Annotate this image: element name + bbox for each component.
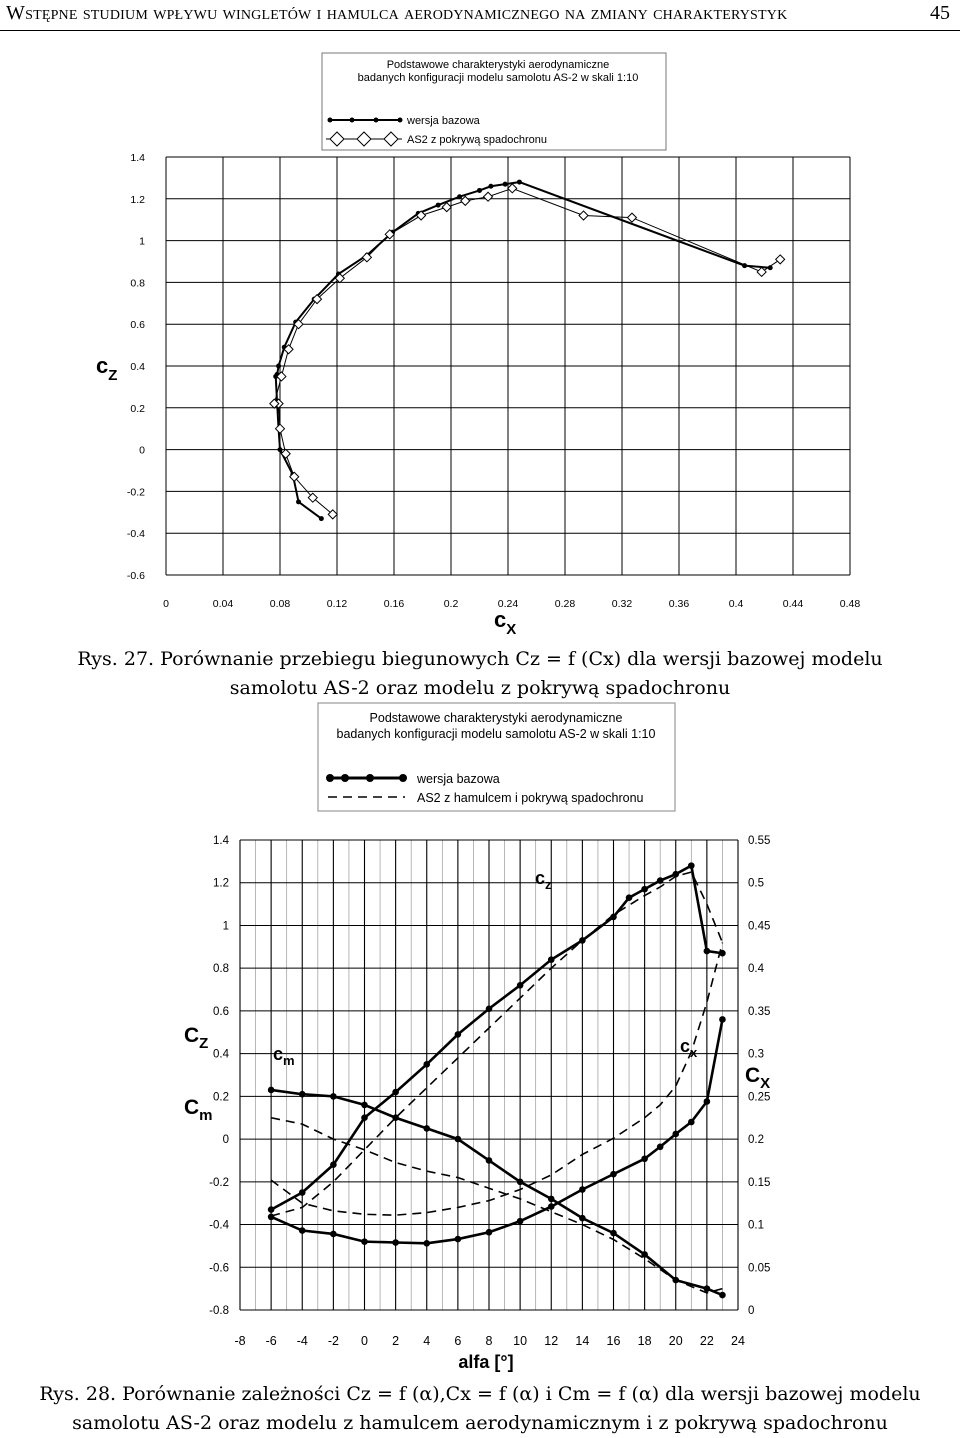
data-point xyxy=(330,1161,337,1168)
data-point xyxy=(299,1189,306,1196)
data-point xyxy=(296,499,301,504)
x-tick-label: 0.12 xyxy=(326,598,348,610)
y-right-tick-label: 0.4 xyxy=(748,963,764,976)
data-point xyxy=(719,1292,726,1299)
y-left-tick-label: 0.4 xyxy=(213,1048,229,1061)
y-left-tick-label: 1 xyxy=(222,920,229,933)
chart-title-line-1: Podstawowe charakterystyki aerodynamiczne xyxy=(386,59,610,71)
data-point xyxy=(641,886,648,893)
data-point xyxy=(299,1091,306,1098)
y-right-tick-label: 0.3 xyxy=(748,1048,764,1061)
data-point xyxy=(361,1102,368,1109)
legend-marker xyxy=(366,774,374,782)
data-point xyxy=(423,1240,430,1247)
legend-marker xyxy=(328,118,333,123)
y-left-tick-label: -0.2 xyxy=(209,1176,229,1189)
data-point xyxy=(455,1031,462,1038)
series-line-solid xyxy=(271,866,722,1210)
running-title: Wstępne studium wpływu wingletów i hamulca aerodynamicznego na zmiany charakterystyk xyxy=(6,2,788,24)
y-left-tick-label: 0.6 xyxy=(213,1005,229,1018)
data-point xyxy=(392,1089,399,1096)
figure-27-caption xyxy=(0,645,960,703)
curve-label-cz: $c_z$ xyxy=(535,868,552,892)
data-point xyxy=(461,196,470,205)
x-tick-label: 0.4 xyxy=(728,598,744,610)
series-line-solid xyxy=(271,1019,722,1243)
data-point xyxy=(503,182,508,187)
series-group xyxy=(270,180,785,521)
series-group xyxy=(268,862,726,1298)
caption-line-1: Rys. 27. Porównanie przebiegu biegunowych Cz = f (Cx) dla wersji bazowej modelu xyxy=(77,648,883,670)
x-tick-label: 12 xyxy=(544,1334,559,1348)
y-tick-label: -0.2 xyxy=(126,486,145,499)
series-line-solid xyxy=(271,1090,722,1295)
y-axis-label: $c_Z$ xyxy=(96,353,118,384)
x-tick-label: 18 xyxy=(637,1334,652,1348)
data-point xyxy=(484,192,493,201)
legend-marker xyxy=(350,118,355,123)
y-tick-label: -0.6 xyxy=(126,570,145,582)
data-point xyxy=(486,1157,493,1164)
y-left-tick-label: 1.4 xyxy=(213,835,229,847)
data-point xyxy=(276,364,281,369)
data-point xyxy=(361,1114,368,1121)
data-point xyxy=(392,1239,399,1246)
legend-label: wersja bazowa xyxy=(407,115,480,127)
data-point xyxy=(579,211,588,220)
data-point xyxy=(657,877,664,884)
x-tick-label: 2 xyxy=(392,1334,400,1348)
y-right-tick-label: 0.5 xyxy=(748,877,764,890)
data-point xyxy=(688,862,695,869)
y-tick-label: 1.4 xyxy=(130,152,145,164)
x-tick-label: 0.28 xyxy=(554,598,576,610)
y-right-tick-label: 0.25 xyxy=(748,1091,771,1104)
data-point xyxy=(299,1227,306,1234)
axes xyxy=(96,152,860,638)
figure-27-polar-chart xyxy=(0,40,960,640)
x-axis-label: alfa [°] xyxy=(458,1352,514,1372)
y-tick-label: 1.2 xyxy=(130,193,145,206)
data-point xyxy=(508,184,517,193)
data-point xyxy=(704,1098,711,1105)
y-left-tick-label: 1.2 xyxy=(213,877,229,890)
legend-marker xyxy=(399,774,407,782)
series-line-dashed xyxy=(271,943,722,1216)
chart-title-line-1: Podstawowe charakterystyki aerodynamiczne xyxy=(369,711,623,725)
x-tick-label: 20 xyxy=(668,1334,683,1348)
data-point xyxy=(627,213,636,222)
data-point xyxy=(276,424,285,433)
x-tick-label: 0.08 xyxy=(269,598,291,610)
y-right-tick-label: 0 xyxy=(748,1305,755,1317)
data-point xyxy=(517,1179,524,1186)
y-right-tick-label: 0.35 xyxy=(748,1005,771,1018)
data-point xyxy=(719,1016,726,1023)
data-point xyxy=(319,516,324,521)
legend xyxy=(318,703,675,811)
x-tick-label: 24 xyxy=(731,1334,745,1348)
page-header xyxy=(0,0,960,31)
y-tick-label: 1 xyxy=(139,235,145,248)
data-point xyxy=(268,1214,275,1221)
data-point xyxy=(455,1236,462,1243)
y-right-tick-label: 0.55 xyxy=(748,835,771,847)
y-right-tick-label: 0.45 xyxy=(748,920,771,933)
x-tick-label: 22 xyxy=(699,1334,714,1348)
data-point xyxy=(281,449,290,458)
x-tick-label: -2 xyxy=(327,1334,339,1348)
series-line-dashed xyxy=(271,1118,722,1293)
x-tick-label: 4 xyxy=(423,1334,431,1348)
data-point xyxy=(361,1238,368,1245)
y-right-axis-label: $C_X$ xyxy=(745,1064,771,1092)
data-point xyxy=(704,948,711,955)
y-left-tick-label: -0.4 xyxy=(209,1219,229,1232)
y-right-tick-label: 0.2 xyxy=(748,1134,764,1147)
data-point xyxy=(657,1143,664,1150)
data-point xyxy=(704,1285,711,1292)
data-point xyxy=(757,267,766,276)
data-point xyxy=(517,1218,524,1225)
legend-marker xyxy=(341,774,349,782)
x-tick-label: 16 xyxy=(606,1334,621,1348)
data-point xyxy=(672,1131,679,1138)
y-left-tick-label: -0.6 xyxy=(209,1262,229,1275)
y-tick-label: 0.8 xyxy=(130,277,145,290)
caption-line-2: samolotu AS-2 oraz modelu z pokrywą spadochronu xyxy=(229,677,731,699)
x-tick-label: 6 xyxy=(454,1334,462,1348)
legend-marker xyxy=(374,118,379,123)
data-point xyxy=(477,188,482,193)
y-left-tick-label: 0.8 xyxy=(213,963,229,976)
y-tick-label: -0.4 xyxy=(126,528,145,541)
series-line xyxy=(276,182,770,518)
data-point xyxy=(579,1186,586,1193)
data-point xyxy=(548,1203,555,1210)
x-tick-label: 0.16 xyxy=(383,598,405,610)
y-right-tick-label: 0.05 xyxy=(748,1262,771,1275)
data-point xyxy=(488,184,493,189)
data-point xyxy=(641,1155,648,1162)
y-left-tick-label: -0.8 xyxy=(209,1305,229,1317)
x-tick-label: 0 xyxy=(361,1334,368,1348)
y-tick-label: 0 xyxy=(139,444,145,457)
data-point xyxy=(776,255,785,264)
data-point xyxy=(330,1231,337,1238)
data-point xyxy=(278,447,283,452)
data-point xyxy=(330,1093,337,1100)
y-tick-label: 0.4 xyxy=(130,361,145,373)
x-tick-label: -6 xyxy=(265,1334,277,1348)
legend-label: AS2 z pokrywą spadochronu xyxy=(407,134,548,146)
data-point xyxy=(486,1229,493,1236)
data-point xyxy=(548,956,555,963)
x-tick-label: -8 xyxy=(234,1334,246,1348)
data-point xyxy=(457,194,462,199)
x-tick-label: 8 xyxy=(485,1334,493,1348)
data-point xyxy=(548,1196,555,1203)
x-tick-label: -4 xyxy=(296,1334,308,1348)
data-point xyxy=(436,203,441,208)
x-tick-label: 0.44 xyxy=(782,598,804,610)
caption-line-2: samolotu AS-2 oraz modelu z hamulcem aerodynamicznym i z pokrywą spadochronu xyxy=(72,1412,888,1434)
x-tick-label: 0.36 xyxy=(668,598,690,610)
figure-28-alpha-chart xyxy=(0,700,960,1380)
y-tick-label: 0.2 xyxy=(130,402,145,415)
data-point xyxy=(610,1171,617,1178)
curve-label-cm: $c_m$ xyxy=(273,1044,295,1068)
legend-marker xyxy=(398,118,403,123)
y-right-tick-label: 0.1 xyxy=(748,1219,764,1232)
x-tick-label: 14 xyxy=(575,1334,590,1348)
chart-title-line-2: badanych konfiguracji modelu samolotu AS-2 w skali 1:10 xyxy=(357,72,639,84)
y-left-tick-label: 0.2 xyxy=(213,1091,229,1104)
curve-label-cx: $c_x$ xyxy=(680,1036,698,1060)
data-point xyxy=(517,180,522,185)
figure-28-caption xyxy=(0,1380,960,1438)
data-point xyxy=(486,1005,493,1012)
x-tick-label: 0.48 xyxy=(839,598,861,610)
data-point xyxy=(517,982,524,989)
legend xyxy=(322,53,666,150)
data-point xyxy=(579,1215,586,1222)
axes xyxy=(184,835,770,1372)
x-tick-label: 0.2 xyxy=(443,598,459,610)
chart-title-line-2: badanych konfiguracji modelu samolotu AS-2 w skali 1:10 xyxy=(336,727,656,741)
x-tick-label: 0.32 xyxy=(611,598,633,610)
data-point xyxy=(392,1114,399,1121)
data-point xyxy=(610,1230,617,1237)
caption-line-1: Rys. 28. Porównanie zależności Cz = f (α),Cx = f (α) i Cm = f (α) dla wersji bazowej modelu xyxy=(39,1383,921,1405)
x-axis-label: $c_X$ xyxy=(494,607,517,638)
grid xyxy=(166,157,850,575)
data-point xyxy=(455,1136,462,1143)
page-number: 45 xyxy=(930,2,950,24)
x-tick-label: 0.24 xyxy=(497,598,519,610)
data-point xyxy=(688,1119,695,1126)
x-tick-label: 0.04 xyxy=(212,598,234,610)
x-tick-label: 10 xyxy=(513,1334,528,1348)
y-right-tick-label: 0.15 xyxy=(748,1176,771,1189)
data-point xyxy=(268,1087,275,1094)
grid xyxy=(240,840,738,1310)
data-point xyxy=(423,1061,430,1068)
y-left-axis-label: $C_m$ xyxy=(184,1096,213,1124)
legend-marker xyxy=(326,774,334,782)
data-point xyxy=(268,1206,275,1213)
y-left-tick-label: 0 xyxy=(222,1134,229,1147)
data-point xyxy=(626,894,633,901)
x-tick-label: 0 xyxy=(163,598,169,610)
y-left-axis-label: $C_Z$ xyxy=(184,1024,209,1052)
series-line xyxy=(274,188,780,514)
legend-label: AS2 z hamulcem i pokrywą spadochronu xyxy=(417,791,644,805)
legend-label: wersja bazowa xyxy=(417,772,500,786)
data-point xyxy=(423,1125,430,1132)
y-tick-label: 0.6 xyxy=(130,319,145,332)
